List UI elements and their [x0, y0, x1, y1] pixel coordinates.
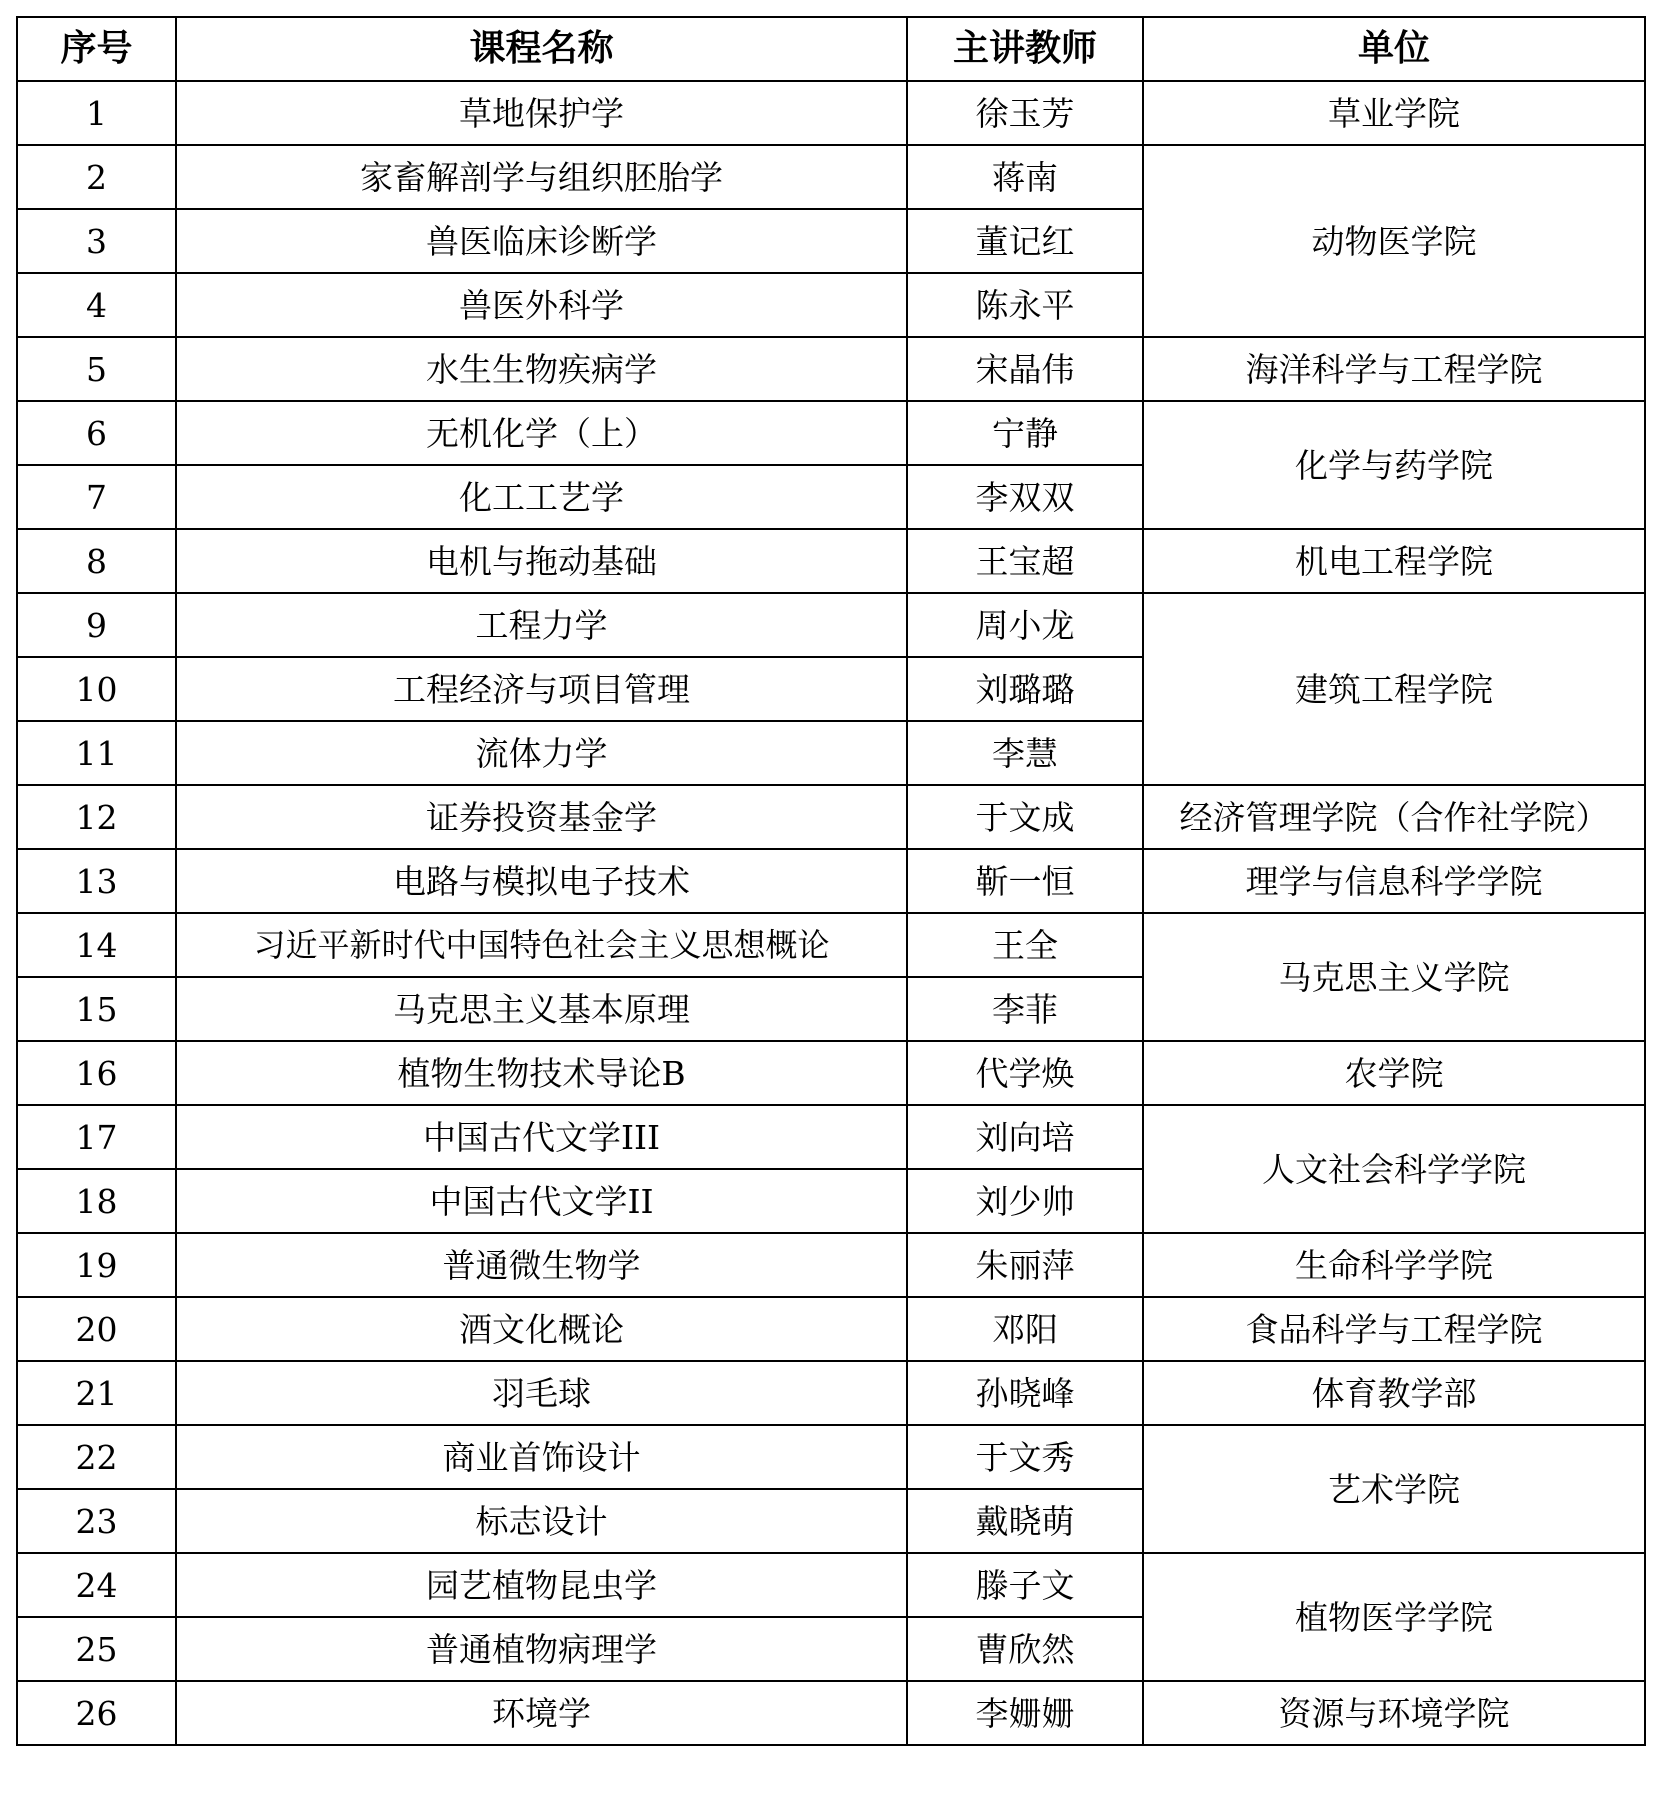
course-name: 酒文化概论	[176, 1297, 907, 1361]
row-index: 12	[17, 785, 176, 849]
header-course: 课程名称	[176, 17, 907, 81]
header-teacher: 主讲教师	[907, 17, 1143, 81]
teacher-name: 李姗姗	[907, 1681, 1143, 1745]
course-table	[16, 16, 1646, 1746]
unit-name: 资源与环境学院	[1143, 1681, 1645, 1745]
teacher-name: 李菲	[907, 977, 1143, 1041]
row-index: 24	[17, 1553, 176, 1617]
course-name: 环境学	[176, 1681, 907, 1745]
teacher-name: 于文成	[907, 785, 1143, 849]
row-index: 4	[17, 273, 176, 337]
teacher-name: 曹欣然	[907, 1617, 1143, 1681]
teacher-name: 徐玉芳	[907, 81, 1143, 145]
course-name: 工程经济与项目管理	[176, 657, 907, 721]
unit-name: 农学院	[1143, 1041, 1645, 1105]
row-index: 17	[17, 1105, 176, 1169]
row-index: 19	[17, 1233, 176, 1297]
teacher-name: 董记红	[907, 209, 1143, 273]
table-row	[17, 145, 1645, 209]
course-name: 兽医临床诊断学	[176, 209, 907, 273]
course-name: 普通微生物学	[176, 1233, 907, 1297]
row-index: 8	[17, 529, 176, 593]
course-name: 普通植物病理学	[176, 1617, 907, 1681]
course-name: 习近平新时代中国特色社会主义思想概论	[176, 913, 907, 977]
unit-name: 经济管理学院（合作社学院）	[1143, 785, 1645, 849]
course-name: 无机化学（上）	[176, 401, 907, 465]
table-row	[17, 785, 1645, 849]
row-index: 6	[17, 401, 176, 465]
table-row	[17, 1553, 1645, 1617]
teacher-name: 蒋南	[907, 145, 1143, 209]
unit-name: 生命科学学院	[1143, 1233, 1645, 1297]
course-name: 工程力学	[176, 593, 907, 657]
teacher-name: 滕子文	[907, 1553, 1143, 1617]
table-row	[17, 913, 1645, 977]
course-name: 马克思主义基本原理	[176, 977, 907, 1041]
course-name: 中国古代文学III	[176, 1105, 907, 1169]
row-index: 5	[17, 337, 176, 401]
course-name: 草地保护学	[176, 81, 907, 145]
teacher-name: 于文秀	[907, 1425, 1143, 1489]
course-name: 电路与模拟电子技术	[176, 849, 907, 913]
unit-name: 体育教学部	[1143, 1361, 1645, 1425]
teacher-name: 宋晶伟	[907, 337, 1143, 401]
header-row	[17, 17, 1645, 81]
header-index: 序号	[17, 17, 176, 81]
course-name: 证券投资基金学	[176, 785, 907, 849]
row-index: 16	[17, 1041, 176, 1105]
unit-name: 海洋科学与工程学院	[1143, 337, 1645, 401]
course-name: 化工工艺学	[176, 465, 907, 529]
row-index: 10	[17, 657, 176, 721]
table-row	[17, 1681, 1645, 1745]
teacher-name: 刘少帅	[907, 1169, 1143, 1233]
teacher-name: 李双双	[907, 465, 1143, 529]
row-index: 9	[17, 593, 176, 657]
course-name: 植物生物技术导论B	[176, 1041, 907, 1105]
unit-name: 建筑工程学院	[1143, 593, 1645, 785]
table-row	[17, 1297, 1645, 1361]
unit-name: 艺术学院	[1143, 1425, 1645, 1553]
course-name: 中国古代文学II	[176, 1169, 907, 1233]
table-row	[17, 529, 1645, 593]
course-name: 兽医外科学	[176, 273, 907, 337]
table-row	[17, 1233, 1645, 1297]
row-index: 21	[17, 1361, 176, 1425]
teacher-name: 王宝超	[907, 529, 1143, 593]
table-row	[17, 1425, 1645, 1489]
row-index: 13	[17, 849, 176, 913]
row-index: 7	[17, 465, 176, 529]
row-index: 25	[17, 1617, 176, 1681]
course-name: 水生生物疾病学	[176, 337, 907, 401]
course-name: 流体力学	[176, 721, 907, 785]
header-unit: 单位	[1143, 17, 1645, 81]
teacher-name: 靳一恒	[907, 849, 1143, 913]
table-row	[17, 849, 1645, 913]
teacher-name: 刘璐璐	[907, 657, 1143, 721]
row-index: 14	[17, 913, 176, 977]
table-row	[17, 593, 1645, 657]
course-name: 羽毛球	[176, 1361, 907, 1425]
unit-name: 机电工程学院	[1143, 529, 1645, 593]
unit-name: 马克思主义学院	[1143, 913, 1645, 1041]
table-row	[17, 337, 1645, 401]
teacher-name: 孙晓峰	[907, 1361, 1143, 1425]
unit-name: 食品科学与工程学院	[1143, 1297, 1645, 1361]
row-index: 15	[17, 977, 176, 1041]
row-index: 26	[17, 1681, 176, 1745]
teacher-name: 宁静	[907, 401, 1143, 465]
row-index: 22	[17, 1425, 176, 1489]
teacher-name: 王全	[907, 913, 1143, 977]
teacher-name: 刘向培	[907, 1105, 1143, 1169]
teacher-name: 周小龙	[907, 593, 1143, 657]
unit-name: 植物医学学院	[1143, 1553, 1645, 1681]
course-name: 园艺植物昆虫学	[176, 1553, 907, 1617]
row-index: 18	[17, 1169, 176, 1233]
teacher-name: 代学焕	[907, 1041, 1143, 1105]
unit-name: 草业学院	[1143, 81, 1645, 145]
unit-name: 动物医学院	[1143, 145, 1645, 337]
row-index: 2	[17, 145, 176, 209]
course-name: 商业首饰设计	[176, 1425, 907, 1489]
table-row	[17, 1361, 1645, 1425]
unit-name: 化学与药学院	[1143, 401, 1645, 529]
row-index: 3	[17, 209, 176, 273]
row-index: 23	[17, 1489, 176, 1553]
teacher-name: 陈永平	[907, 273, 1143, 337]
unit-name: 理学与信息科学学院	[1143, 849, 1645, 913]
unit-name: 人文社会科学学院	[1143, 1105, 1645, 1233]
table-row	[17, 1105, 1645, 1169]
row-index: 11	[17, 721, 176, 785]
course-name: 家畜解剖学与组织胚胎学	[176, 145, 907, 209]
table-row	[17, 81, 1645, 145]
course-name: 标志设计	[176, 1489, 907, 1553]
table-row	[17, 401, 1645, 465]
course-name: 电机与拖动基础	[176, 529, 907, 593]
teacher-name: 戴晓萌	[907, 1489, 1143, 1553]
row-index: 20	[17, 1297, 176, 1361]
row-index: 1	[17, 81, 176, 145]
teacher-name: 邓阳	[907, 1297, 1143, 1361]
teacher-name: 朱丽萍	[907, 1233, 1143, 1297]
teacher-name: 李慧	[907, 721, 1143, 785]
table-row	[17, 1041, 1645, 1105]
